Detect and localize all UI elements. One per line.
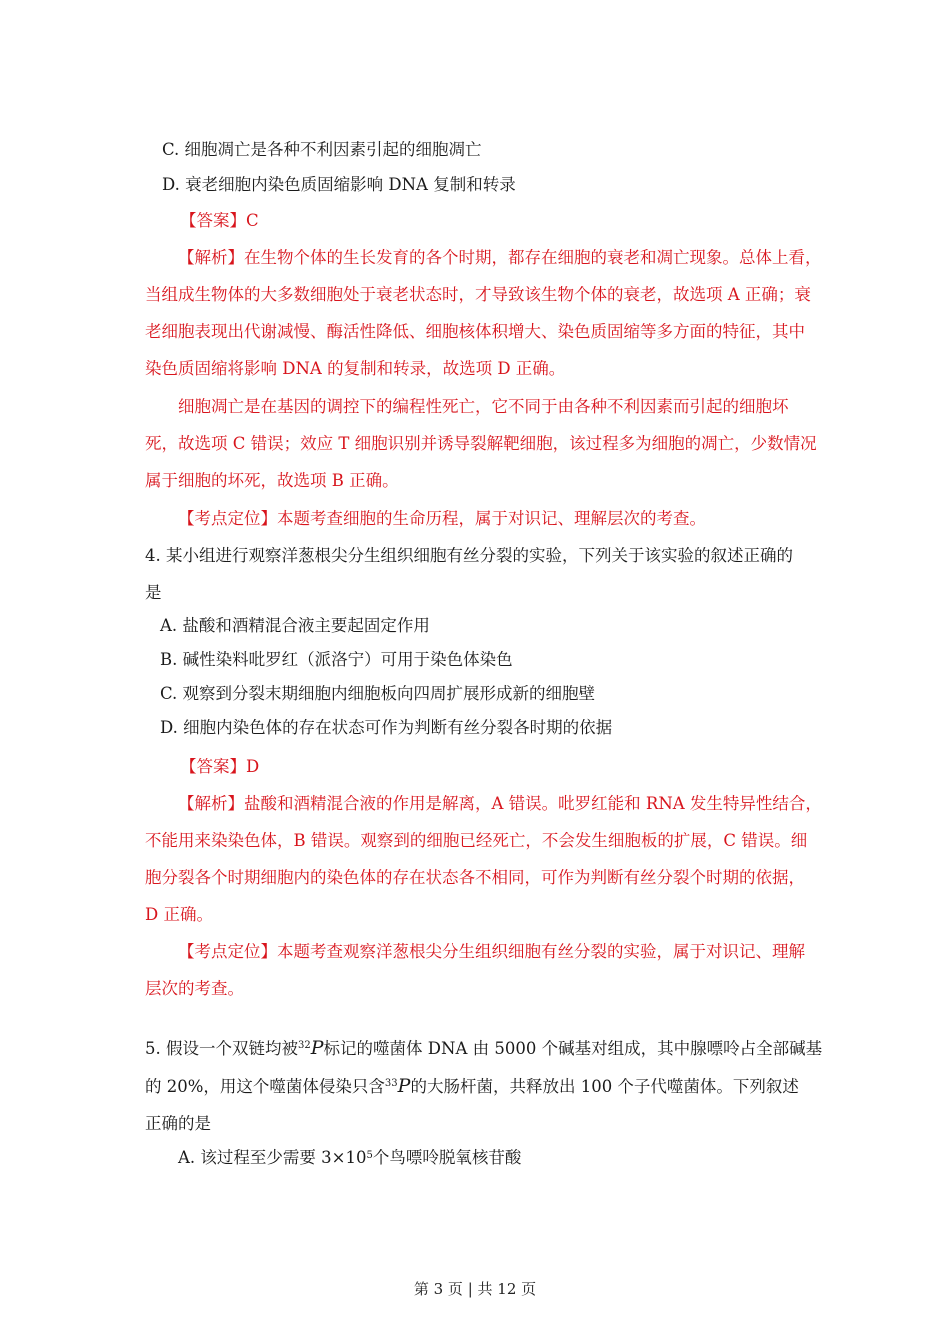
q4-stem-continued: 是	[145, 583, 162, 602]
exponent: 5	[366, 1150, 373, 1161]
q5-option-a	[178, 1146, 521, 1170]
q4-option-b: B. 碱性染料吡罗红（派洛宁）可用于染色体染色	[160, 650, 513, 669]
phosphorus-symbol: P	[310, 1037, 324, 1059]
q5-stem-line-3: 正确的是	[145, 1114, 211, 1133]
q5-option-text: A. 该过程至少需要 3×10	[178, 1148, 367, 1167]
isotope-mass-33: 33	[384, 1078, 398, 1089]
q4-option-c: C. 观察到分裂末期细胞内细胞板向四周扩展形成新的细胞壁	[160, 684, 596, 703]
q4-analysis-line: 胞分裂各个时期细胞内的染色体的存在状态各不相同，可作为判断有丝分裂个时期的依据，	[145, 868, 805, 887]
q3-analysis-line: 死，故选项 C 错误；效应 T 细胞识别并诱导裂解靶细胞，该过程多为细胞的凋亡，少数情况	[145, 434, 817, 453]
q3-option-c: C. 细胞凋亡是各种不利因素引起的细胞凋亡	[162, 140, 482, 159]
q4-answer: 【答案】D	[180, 757, 260, 776]
isotope-mass-32: 32	[298, 1040, 311, 1051]
page-footer: 第 3 页 | 共 12 页	[413, 1280, 537, 1298]
q4-stem: 4. 某小组进行观察洋葱根尖分生组织细胞有丝分裂的实验，下列关于该实验的叙述正确的	[145, 546, 793, 565]
q4-exam-point: 【考点定位】本题考查观察洋葱根尖分生组织细胞有丝分裂的实验，属于对识记、理解	[178, 942, 805, 961]
phosphorus-symbol: P	[397, 1075, 411, 1097]
q5-stem-line-2	[145, 1074, 799, 1099]
q4-option-a: A. 盐酸和酒精混合液主要起固定作用	[160, 616, 430, 635]
q5-text: 5. 假设一个双链均被	[145, 1039, 298, 1058]
q3-exam-point: 【考点定位】本题考查细胞的生命历程，属于对识记、理解层次的考查。	[178, 509, 706, 528]
q5-text: 的大肠杆菌，共释放出 100 个子代噬菌体。下列叙述	[410, 1077, 799, 1096]
q3-analysis-line: 当组成生物体的大多数细胞处于衰老状态时，才导致该生物个体的衰老，故选项 A 正确；衰	[145, 285, 811, 304]
q4-analysis-line: 不能用来染染色体，B 错误。观察到的细胞已经死亡，不会发生细胞板的扩展，C 错误。细	[145, 831, 808, 850]
q5-option-text: 个鸟嘌呤脱氧核苷酸	[372, 1148, 522, 1167]
q4-analysis-line: D 正确。	[145, 905, 213, 924]
q3-answer: 【答案】C	[180, 211, 259, 230]
q3-analysis-line: 属于细胞的坏死，故选项 B 正确。	[145, 471, 399, 490]
q5-text: 标记的噬菌体 DNA 由 5000 个碱基对组成，其中腺嘌呤占全部碱基	[323, 1039, 823, 1058]
q3-analysis-line: 老细胞表现出代谢减慢、酶活性降低、细胞核体积增大、染色质固缩等多方面的特征，其中	[145, 322, 805, 341]
q3-analysis-line: 细胞凋亡是在基因的调控下的编程性死亡，它不同于由各种不利因素而引起的细胞坏	[178, 397, 789, 416]
q4-analysis-line: 【解析】盐酸和酒精混合液的作用是解离，A 错误。吡罗红能和 RNA 发生特异性结合，	[178, 794, 822, 813]
q4-exam-point-continued: 层次的考查。	[145, 979, 244, 998]
q4-option-d: D. 细胞内染色体的存在状态可作为判断有丝分裂各时期的依据	[160, 718, 613, 737]
q3-analysis-line: 【解析】在生物个体的生长发育的各个时期，都存在细胞的衰老和凋亡现象。总体上看，	[178, 248, 822, 267]
q3-analysis-line: 染色质固缩将影响 DNA 的复制和转录，故选项 D 正确。	[145, 359, 566, 378]
q5-text: 的 20%，用这个噬菌体侵染只含	[145, 1077, 385, 1096]
q5-stem-line-1	[145, 1036, 822, 1061]
q3-option-d: D. 衰老细胞内染色质固缩影响 DNA 复制和转录	[162, 175, 516, 194]
